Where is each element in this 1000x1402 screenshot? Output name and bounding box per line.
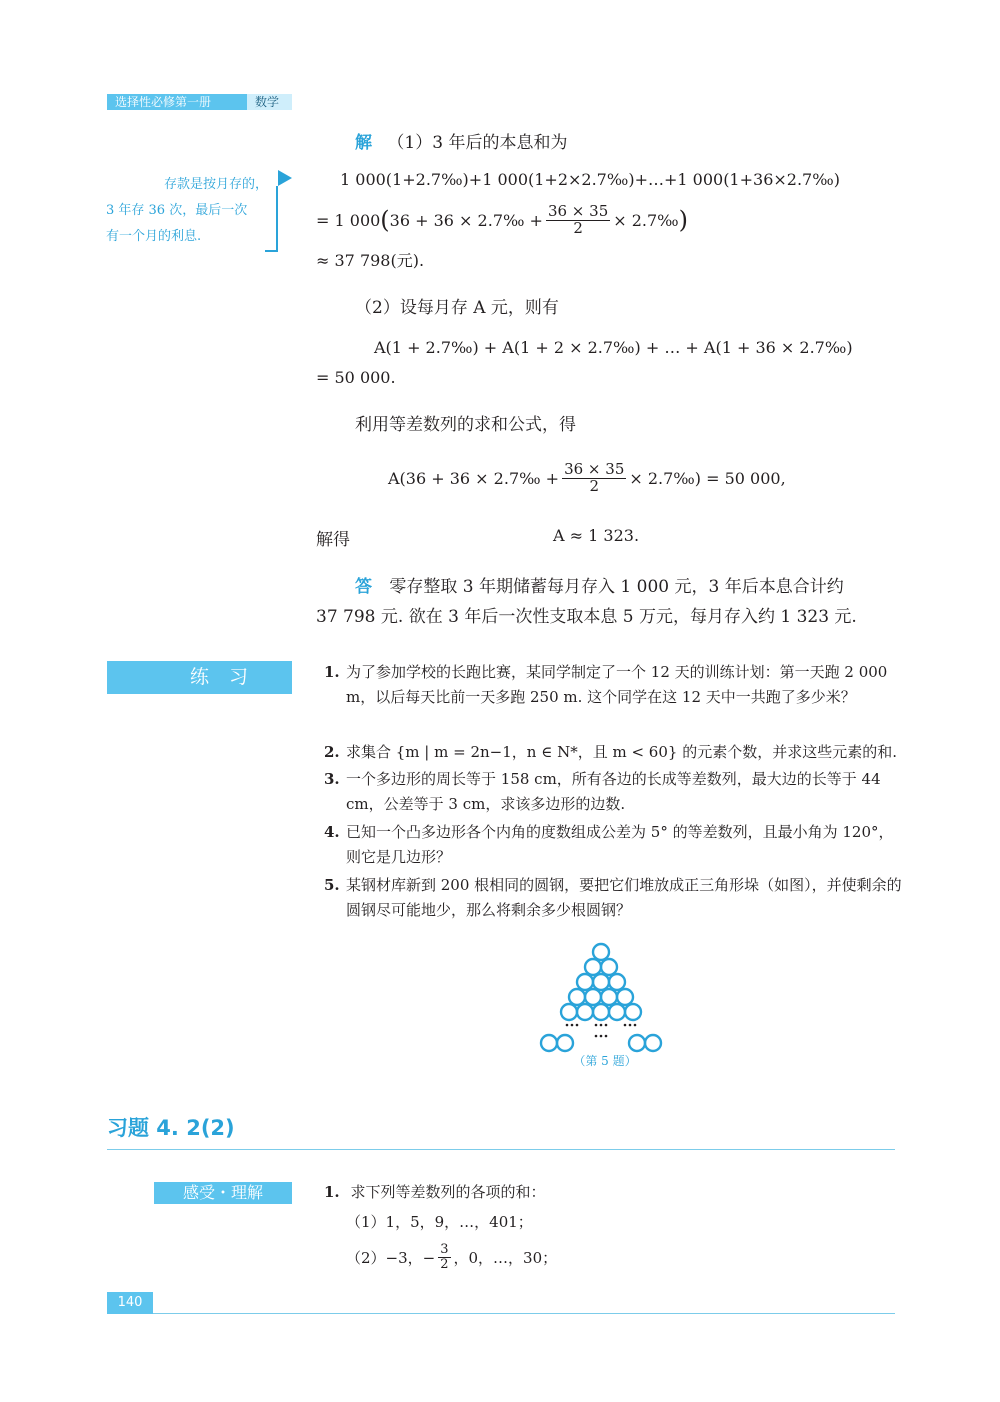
exercise-number: 1. [324, 663, 340, 681]
answer-text: 零存整取 3 年期储蓄每月存入 1 000 元，3 年后本息合计约 [389, 577, 844, 597]
exercise-text: 某钢材库新到 200 根相同的圆钢，要把它们堆放成正三角形垛（如图），并使剩余的圆钢尽可能地少，那么将剩余多少根圆钢？ [346, 876, 902, 919]
bar-circle [561, 1004, 577, 1020]
exercise-text: 为了参加学校的长跑比赛，某同学制定了一个 12 天的训练计划：第一天跑 2 000 m，以后每天比前一天多跑 250 m. 这个同学在这 12 天中一共跑了多少米？ [346, 663, 888, 706]
bar-circle [593, 944, 609, 960]
solution-part1-text: （1）3 年后的本息和为 [387, 133, 568, 153]
side-note [106, 172, 268, 250]
side-note-line: 有一个月的利息. [106, 229, 202, 244]
exercise-title: 练习 [189, 666, 268, 688]
bar-circle [609, 974, 625, 990]
equation-line-2-a: 36 + 36 × 2.7‰ + [389, 210, 543, 230]
exercise-text: 求集合 {m | m = 2n−1，n ∈ N*，且 m < 60} 的元素个数，并求这些元素的和. [346, 743, 897, 761]
bar-circle [593, 1004, 609, 1020]
subquestion-text-a: （2）−3，− [346, 1248, 436, 1267]
fraction [546, 201, 610, 237]
bar-circle [593, 974, 609, 990]
bar-circle [645, 1035, 661, 1051]
exercise-item [324, 740, 904, 765]
exercise-text: 一个多边形的周长等于 158 cm，所有各边的长成等差数列，最大边的长等于 44 cm，公差等于 3 cm，求该多边形的边数. [346, 770, 881, 813]
bar-circle [577, 1004, 593, 1020]
equation-line-3: ≈ 37 798(元). [316, 251, 425, 270]
equation-line-2-prefix: = 1 000 [316, 210, 381, 230]
header-subject: 数学 [255, 95, 280, 109]
equation-line-7 [388, 458, 786, 498]
solution-text-line: 利用等差数列的求和公式，得 [355, 415, 576, 435]
flag-icon [278, 170, 292, 186]
exercise-number: 1. [324, 1183, 340, 1201]
bar-circle [629, 1035, 645, 1051]
homework-subquestion: （1）1，5，9，…，401； [346, 1213, 533, 1231]
bar-circle [601, 989, 617, 1005]
solution-part1-title [355, 128, 567, 153]
answer-line-1 [355, 572, 844, 597]
homework-question-text: 求下列等差数列的各项的和： [350, 1183, 546, 1201]
equation-line-4: A(1 + 2.7‰) + A(1 + 2 × 2.7‰) + … + A(1 + 36 × 2.7‰) [374, 338, 853, 357]
exercise-item [324, 873, 904, 923]
solve-label: 解得 [316, 530, 350, 550]
side-note-line: 存款是按月存的， [163, 177, 268, 192]
exercise-number: 2. [324, 743, 340, 761]
answer-label: 答 [355, 577, 372, 597]
section-divider [107, 1149, 895, 1150]
exercise-item [324, 660, 904, 710]
exercise-number: 5. [324, 876, 340, 894]
header-series: 选择性必修第一册 [115, 95, 212, 109]
page-number: 140 [117, 1295, 143, 1310]
section-title: 习题 4. 2(2) [107, 1116, 235, 1140]
homework-question-1 [324, 1181, 545, 1202]
equation-line-7-b: × 2.7‰) = 50 000, [629, 468, 786, 488]
fraction-denominator: 2 [573, 218, 583, 237]
bar-circle [625, 1004, 641, 1020]
solution-part2-title: （2）设每月存 A 元，则有 [355, 298, 559, 318]
bar-circle [585, 959, 601, 975]
subquestion-text-b: ，0，…，30； [453, 1248, 558, 1267]
fraction-numerator: 36 × 35 [547, 201, 609, 220]
bar-circle [585, 989, 601, 1005]
equation-line-2: = 1 000 ( 36 + 36 × 2.7‰ + $\frac{36 \times 35}{2}$ × 2.7‰ ) [316, 201, 689, 237]
exercise-number: 4. [324, 823, 340, 841]
bar-circle [617, 989, 633, 1005]
side-note-line: 3 年存 36 次，最后一次 [106, 203, 248, 218]
bar-circle [601, 959, 617, 975]
solve-value: A ≈ 1 323. [553, 526, 640, 545]
fraction [562, 459, 626, 495]
bar-circle [577, 974, 593, 990]
exercise-item [324, 820, 904, 870]
fraction-denominator: 2 [589, 476, 599, 495]
fraction-denominator: 2 [440, 1256, 449, 1272]
bar-circle [541, 1035, 557, 1051]
fraction-numerator: 36 × 35 [564, 459, 625, 478]
equation-line-2-b: × 2.7‰ [613, 210, 679, 230]
equation-line-5: = 50 000. [316, 368, 396, 387]
bar-circle [569, 989, 585, 1005]
homework-subquestion [346, 1240, 557, 1274]
figure-caption: （第 5 题） [573, 1054, 637, 1068]
side-note-bracket-foot [265, 250, 278, 252]
fraction [438, 1243, 450, 1271]
bar-circle [609, 1004, 625, 1020]
footer-divider [153, 1313, 895, 1314]
bar-circle [557, 1035, 573, 1051]
side-note-bracket [276, 186, 278, 252]
category-label: 感受・理解 [182, 1183, 263, 1202]
exercise-number: 3. [324, 770, 340, 788]
equation-line-1: 1 000(1+2.7‰)+1 000(1+2×2.7‰)+…+1 000(1+36×2.7‰) [340, 170, 840, 189]
answer-line-2: 37 798 元. 欲在 3 年后一次性支取本息 5 万元，每月存入约 1 323 元. [316, 607, 857, 627]
equation-line-7-a: A(36 + 36 × 2.7‰ + [388, 468, 560, 488]
exercise-item [324, 767, 904, 817]
exercise-text: 已知一个凸多边形各个内角的度数组成公差为 5° 的等差数列，且最小角为 120°，则它是几边形？ [346, 823, 894, 866]
solution-label: 解 [355, 133, 372, 153]
fraction-numerator: 3 [440, 1241, 449, 1257]
